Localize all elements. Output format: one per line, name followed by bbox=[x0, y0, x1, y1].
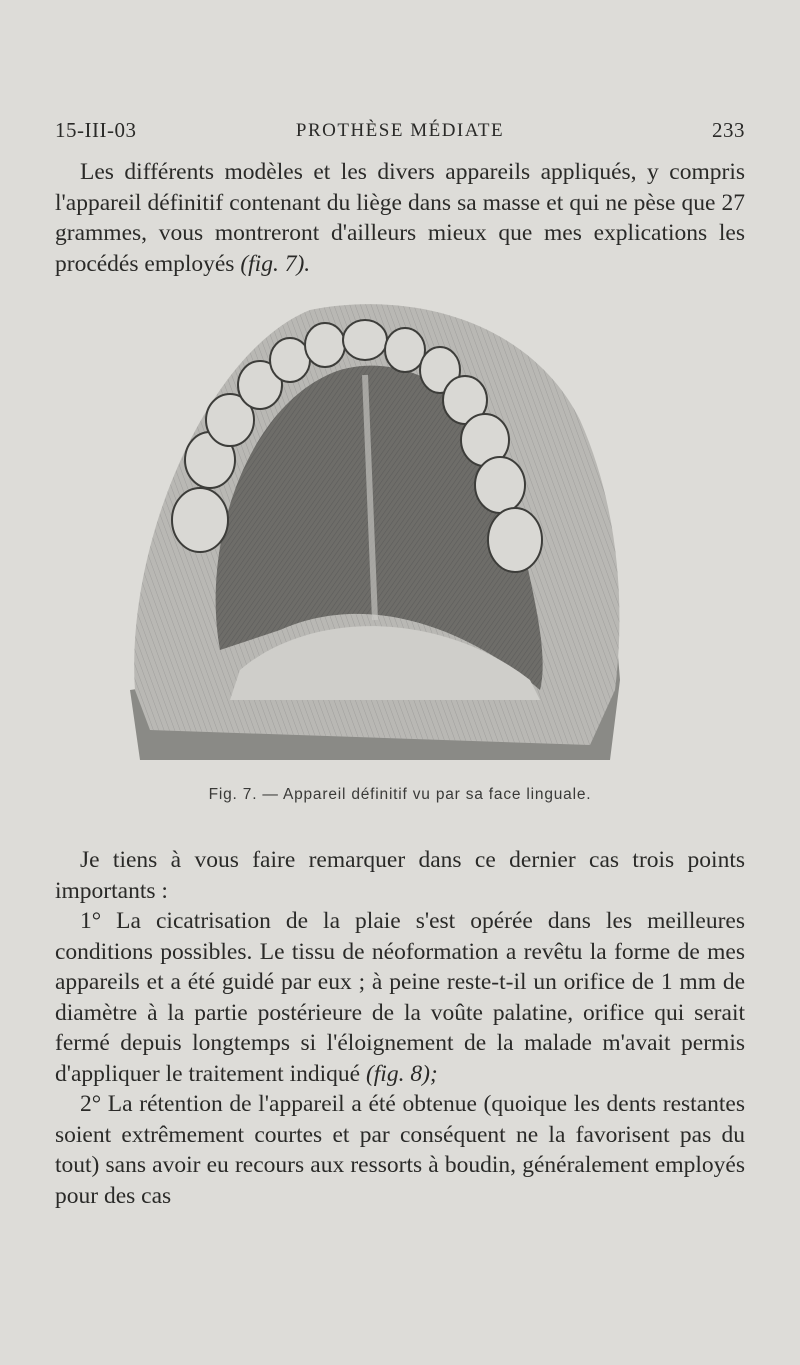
point-2-text: 2° La rétention de l'appareil a été obtenue (quoique les dents restantes soient extrêmement courtes et par conséquent ne la favorisent pas du tout) sans avoir eu recours aux ressorts à boudin, généralement employés pour des cas bbox=[55, 1091, 745, 1209]
paragraph-1 bbox=[55, 157, 745, 279]
paragraph-2 bbox=[55, 845, 745, 1211]
running-header bbox=[55, 118, 745, 148]
header-title: PROTHÈSE MÉDIATE bbox=[295, 120, 505, 141]
figure-8-reference: (fig. 8); bbox=[365, 1060, 438, 1087]
denture-illustration bbox=[110, 290, 650, 770]
header-date: 15-III-03 bbox=[55, 118, 137, 142]
paragraph-1-text: Les différents modèles et les divers appareils appliqués, y compris l'appareil définitif contenant du liège dans sa masse et qui ne pèse que 27 grammes, vous montreront d'ailleurs mieux que mes explications les procédés employés bbox=[55, 159, 745, 277]
page-number: 233 bbox=[712, 118, 745, 142]
figure-caption: Fig. 7. — Appareil définitif vu par sa face linguale. bbox=[208, 786, 592, 803]
figure-7-reference: (fig. 7). bbox=[240, 250, 311, 277]
intro-points: Je tiens à vous faire remarquer dans ce dernier cas trois points importants : bbox=[55, 847, 745, 904]
point-1-text: 1° La cicatrisation de la plaie s'est opérée dans les meilleures conditions possibles. Le tissu de néoformation a revêtu la forme de mes appareils et a été guidé par eux ; à peine reste-t-il un orifice de 1 mm de diamètre à la partie postérieure de la voûte palatine, orifice qui serait fermé depuis longtemps si l'éloignement de la malade m'avait permis d'appliquer le traitement indiqué bbox=[55, 908, 745, 1087]
